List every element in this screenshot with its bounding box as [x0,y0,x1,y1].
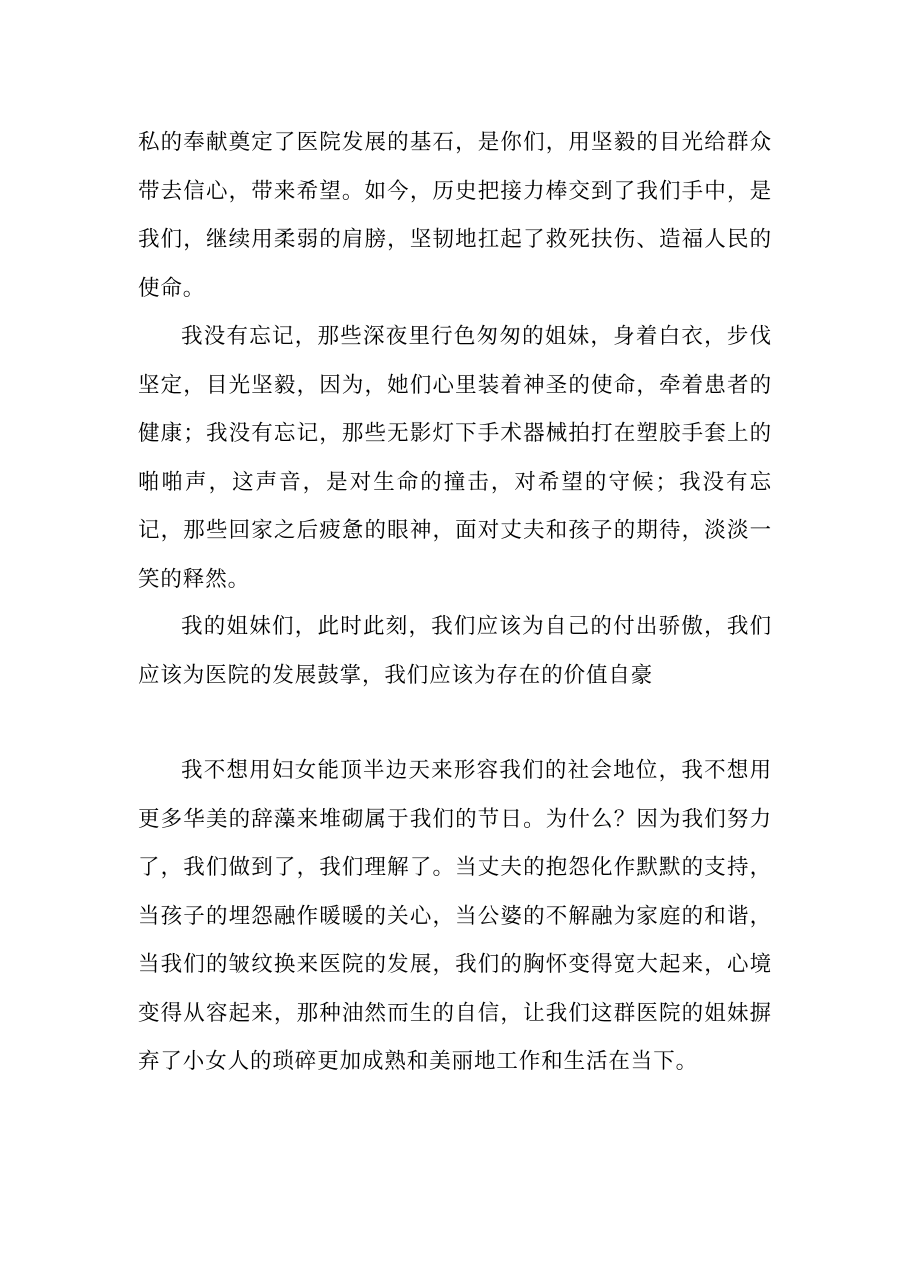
paragraph-1: 私的奉献奠定了医院发展的基石，是你们，用坚毅的目光给群众带去信心，带来希望。如今，历史把接力棒交到了我们手中，是我们，继续用柔弱的肩膀，坚韧地扛起了救死扶伤、造福人民的使命。 [138,130,772,301]
paragraph-2: 我没有忘记，那些深夜里行色匆匆的姐妹，身着白衣，步伐坚定，目光坚毅，因为，她们心里装着神圣的使命，牵着患者的健康；我没有忘记，那些无影灯下手术器械拍打在塑胶手套上的啪啪声，这声音，是对生命的撞击，对希望的守候；我没有忘记，那些回家之后疲惫的眼神，面对丈夫和孩子的期待，淡淡一笑的释然。 [138,324,772,592]
paragraph-4: 我不想用妇女能顶半边天来形容我们的社会地位，我不想用更多华美的辞藻来堆砌属于我们的节日。为什么？因为我们努力了，我们做到了，我们理解了。当丈夫的抱怨化作默默的支持，当孩子的埋怨融作暖暖的关心，当公婆的不解融为家庭的和谐，当我们的皱纹换来医院的发展，我们的胸怀变得宽大起来，心境变得从容起来，那种油然而生的自信，让我们这群医院的姐妹摒弃了小女人的琐碎更加成熟和美丽地工作和生活在当下。 [138,758,772,1074]
paragraph-3: 我的姐妹们，此时此刻，我们应该为自己的付出骄傲，我们应该为医院的发展鼓掌，我们应该为存在的价值自豪 [138,614,772,688]
